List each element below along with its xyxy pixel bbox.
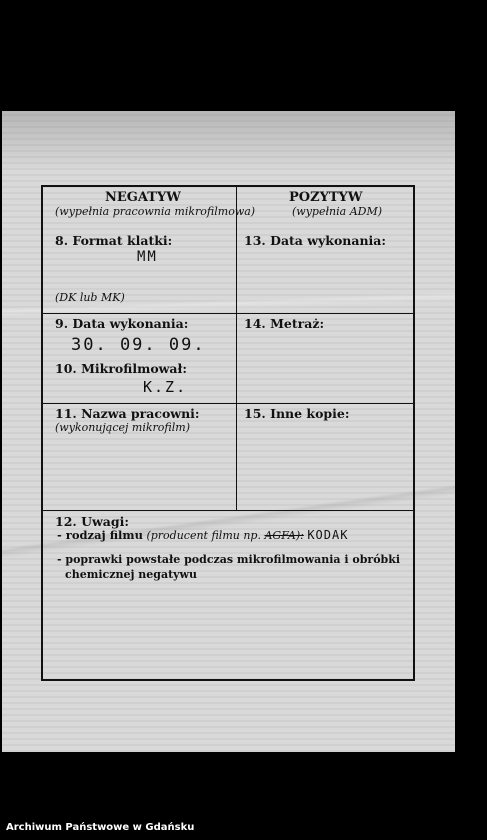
row-divider-3 [43,510,413,511]
field-8-hint: (DK lub MK) [55,291,125,304]
field-9-value: 30. 09. 09. [71,335,206,355]
film-type-example: AGFA): [264,529,304,542]
field-8-label: 8. Format klatki: [55,233,173,248]
film-type-value: KODAK [307,528,349,542]
field-8-value: MM [137,249,158,265]
row-divider-1 [43,313,413,314]
field-11-hint: (wykonującej mikrofilm) [55,421,190,434]
negative-title: NEGATYW [105,190,181,205]
positive-subtitle: (wypełnia ADM) [292,205,383,218]
archive-footer: Archiwum Państwowe w Gdańsku [6,822,195,833]
field-12-label: 12. Uwagi: [55,514,129,529]
field-10-value: K.Z. [143,378,188,396]
field-15-label: 15. Inne kopie: [244,406,350,421]
card-scan-noise [2,111,455,171]
film-type-label: - rodzaj filmu [57,528,143,542]
field-13-label: 13. Data wykonania: [244,233,387,248]
field-10-label: 10. Mikrofilmował: [55,361,187,376]
corrections-line-1: - poprawki powstałe podczas mikrofilmowania i obróbki [57,553,401,566]
field-14-label: 14. Metraż: [244,316,325,331]
field-9-label: 9. Data wykonania: [55,316,189,331]
field-11-label: 11. Nazwa pracowni: [55,406,200,421]
column-divider [236,187,237,511]
film-type-line [57,528,348,542]
microfilm-form [41,185,415,681]
film-type-hint: (producent filmu np. [146,529,261,542]
corrections-line-2: chemicznej negatywu [65,568,198,581]
row-divider-2 [43,403,413,404]
positive-title: POZYTYW [289,190,363,205]
negative-subtitle: (wypełnia pracownia mikrofilmowa) [55,205,256,218]
